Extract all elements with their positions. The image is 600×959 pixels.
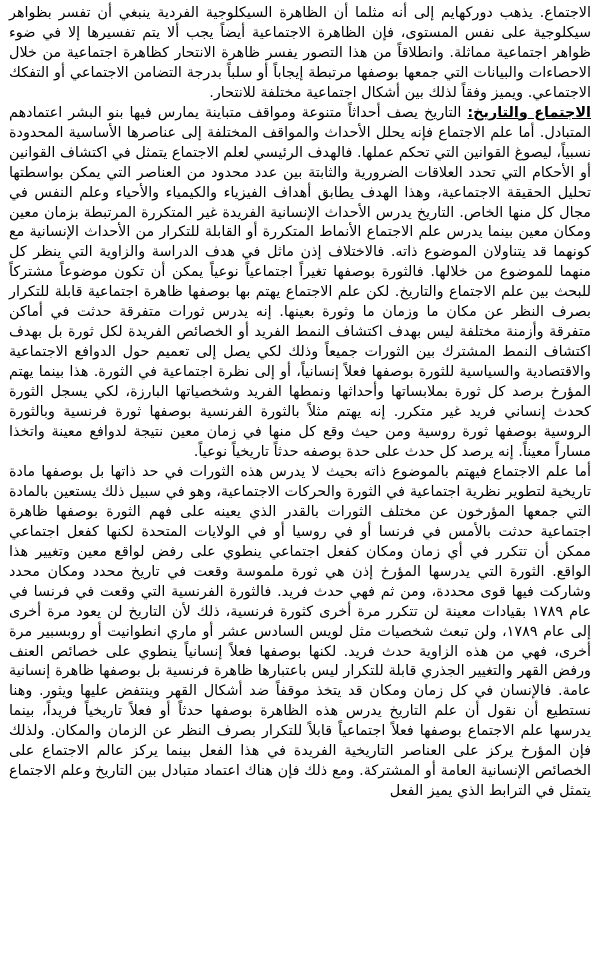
- paragraph-durkheim: [9, 4, 591, 104]
- paragraph-text: الاجتماع. يذهب دوركهايم إلى أنه مثلما أن الظاهرة السيكلوجية الفردية ينبغي أن تفسر بظواهر سيكلوجية على نفس المستوى، فإن الظاهرة الاجتماعية أيضاً يجب ألا يتم تفسيرها إلا في ضوء ظواهر اجتماعية مماثلة. وانطلاقاً من هذا التصور يفسر ظاهرة الانتحار كظاهرة اجتماعية من خلال الاحصاءات والبيانات التي جمعها بوصفها مرتبطة إيجاباً أو سلباً بدرجة التضامن الاجتماعي أو التفكك الاجتماعي. ويميز وفقاً لذلك بين أشكال اجتماعية مختلفة للانتحار.: [9, 5, 591, 101]
- section-heading: الاجتماع والتاريخ:: [467, 104, 591, 121]
- paragraph-revolution-example: [9, 463, 591, 802]
- paragraph-text: التاريخ يصف أحداثاً متنوعة ومواقف متباينة يمارس فيها بنو البشر اعتمادهم المتبادل. أما علم الاجتماع فإنه يحلل الأحداث والمواقف المختلفة إلى عناصرها الأساسية المحدودة نسبياً، ليصوغ القوانين التي تحكم عملها. فالهدف الرئيسي لعلم الاجتماع يتمثل في اكتشاف القوانين أو الأحكام التي تحدد العلاقات الضرورية والثابتة بين عدد محدود من العناصر التي يمكن بواسطتها تحليل الحقيقة الاجتماعية، وهذا الهدف يطابق أهداف الفيزياء والكيمياء والأحياء وعلم النفس في مجال كل منها الخاص. التاريخ يدرس الأحداث الإنسانية الفريدة غير المتكررة المرتبطة بزمان معين ومكان معين بينما يدرس علم الاجتماع الأنماط المتكررة أو القابلة للتكرار من الأحداث الإنسانية مع كونهما قد يتناولان الموضوع ذاته. فالاختلاف إذن ماثل في هدف الدراسة والزاوية التي ينظر كل منهما للموضوع من خلالها. فالثورة بوصفها تغيراً اجتماعياً نوعياً يمكن أن تكون موضوعاً مشتركاً للبحث بين علم الاجتماع والتاريخ. لكن علم الاجتماع يهتم بها بوصفها ظاهرة اجتماعية قابلة للتكرار بصرف النظر عن مكان ما وزمان ما وثورة بعينها. إنه يدرس ثورات متفرقة حدثت في أماكن متفرقة وأزمنة مختلفة ليس بهدف اكتشاف النمط الفريد أو الخصائص الفريدة لكل ثورة بل بهدف اكتشاف النمط المشترك بين الثورات جميعاً وذلك لكي يصل إلى تعميم حول الدوافع الاجتماعية والاقتصادية والسياسية للثورة بوصفها فعلاً إنسانياً، أو إلى نظرة اجتماعية في الثورة. هذا بينما يهتم المؤرخ برصد كل ثورة بملابساتها وأحداثها ونمطها الفريد وشخصياتها البارزة، لكي يسجل الثورة كحدث إنساني فريد غير متكرر. إنه يهتم مثلاً بالثورة الفرنسية بوصفها ثورة فرنسية وبالثورة الروسية بوصفها ثورة روسية ومن حيث وقع كل منها في زمان معين نتيجة لدوافع معينة واتخذا مساراً معيناً. إنه يرصد كل حدث على حدة بوصفه حدثاً تاريخياً نوعياً.: [9, 104, 591, 460]
- paragraph-text: أما علم الاجتماع فيهتم بالموضوع ذاته بحيث لا يدرس هذه الثورات في حد ذاتها بل بوصفها مادة تاريخية لتطوير نظرية اجتماعية في الثورة والحركات الاجتماعية، وهو في سبيل ذلك يستعين بالمادة التي جمعها المؤرخون عن مختلف الثورات بالقدر الذي يعينه على فهم الثورة بوصفها ظاهرة اجتماعية حدثت بالأمس في فرنسا أو في روسيا أو في الولايات المتحدة لكنها كفعل اجتماعي ممكن أن تتكرر في أي زمان ومكان كفعل اجتماعي ينطوي على رفض لواقع معين وتغيير هذا الواقع. الثورة التي يدرسها المؤرخ إذن هي ثورة ملموسة وقعت في تاريخ محدد ومكان محدد وشاركت فيها قوى محددة، ومن ثم فهي حدث فريد. فالثورة الفرنسية التي وقعت في فرنسا في عام ١٧٨٩ بقيادات معينة لن تتكرر مرة أخرى كثورة فرنسية، ذلك لأن التاريخ لن يعود مرة أخرى إلى عام ١٧٨٩، ولن تبعث شخصيات مثل لويس السادس عشر أو ماري انطوانيت أو روبسبير مرة أخرى، فهي من هذه الزاوية حدث فريد. لكنها بوصفها فعلاً إنسانياً ينطوي على خصائص العنف ورفض القهر والتغيير الجذري قابلة للتكرار ليس باعتبارها ظاهرة فرنسية بل بوصفها ظاهرة إنسانية عامة. فالإنسان في كل زمان ومكان قد يتخذ موقفاً ضد أشكال القهر وينتفض عليها ويثور. وهنا نستطيع أن نقول أن علم التاريخ يدرس هذه الظاهرة بوصفها حدثاً أو فعلاً تاريخياً فريداً، بينما يدرسها علم الاجتماع بوصفها فعلاً اجتماعياً قابلاً للتكرار بصرف النظر عن الزمان والمكان. ولذلك فإن المؤرخ يركز على العناصر التاريخية الفريدة في هذا الفعل بينما يركز عالم الاجتماع على الخصائص الإنسانية العامة أو المشتركة. ومع ذلك فإن هناك اعتماد متبادل بين التاريخ وعلم الاجتماع يتمثل في الترابط الذي يميز الفعل: [9, 463, 591, 800]
- paragraph-sociology-and-history: [9, 104, 591, 463]
